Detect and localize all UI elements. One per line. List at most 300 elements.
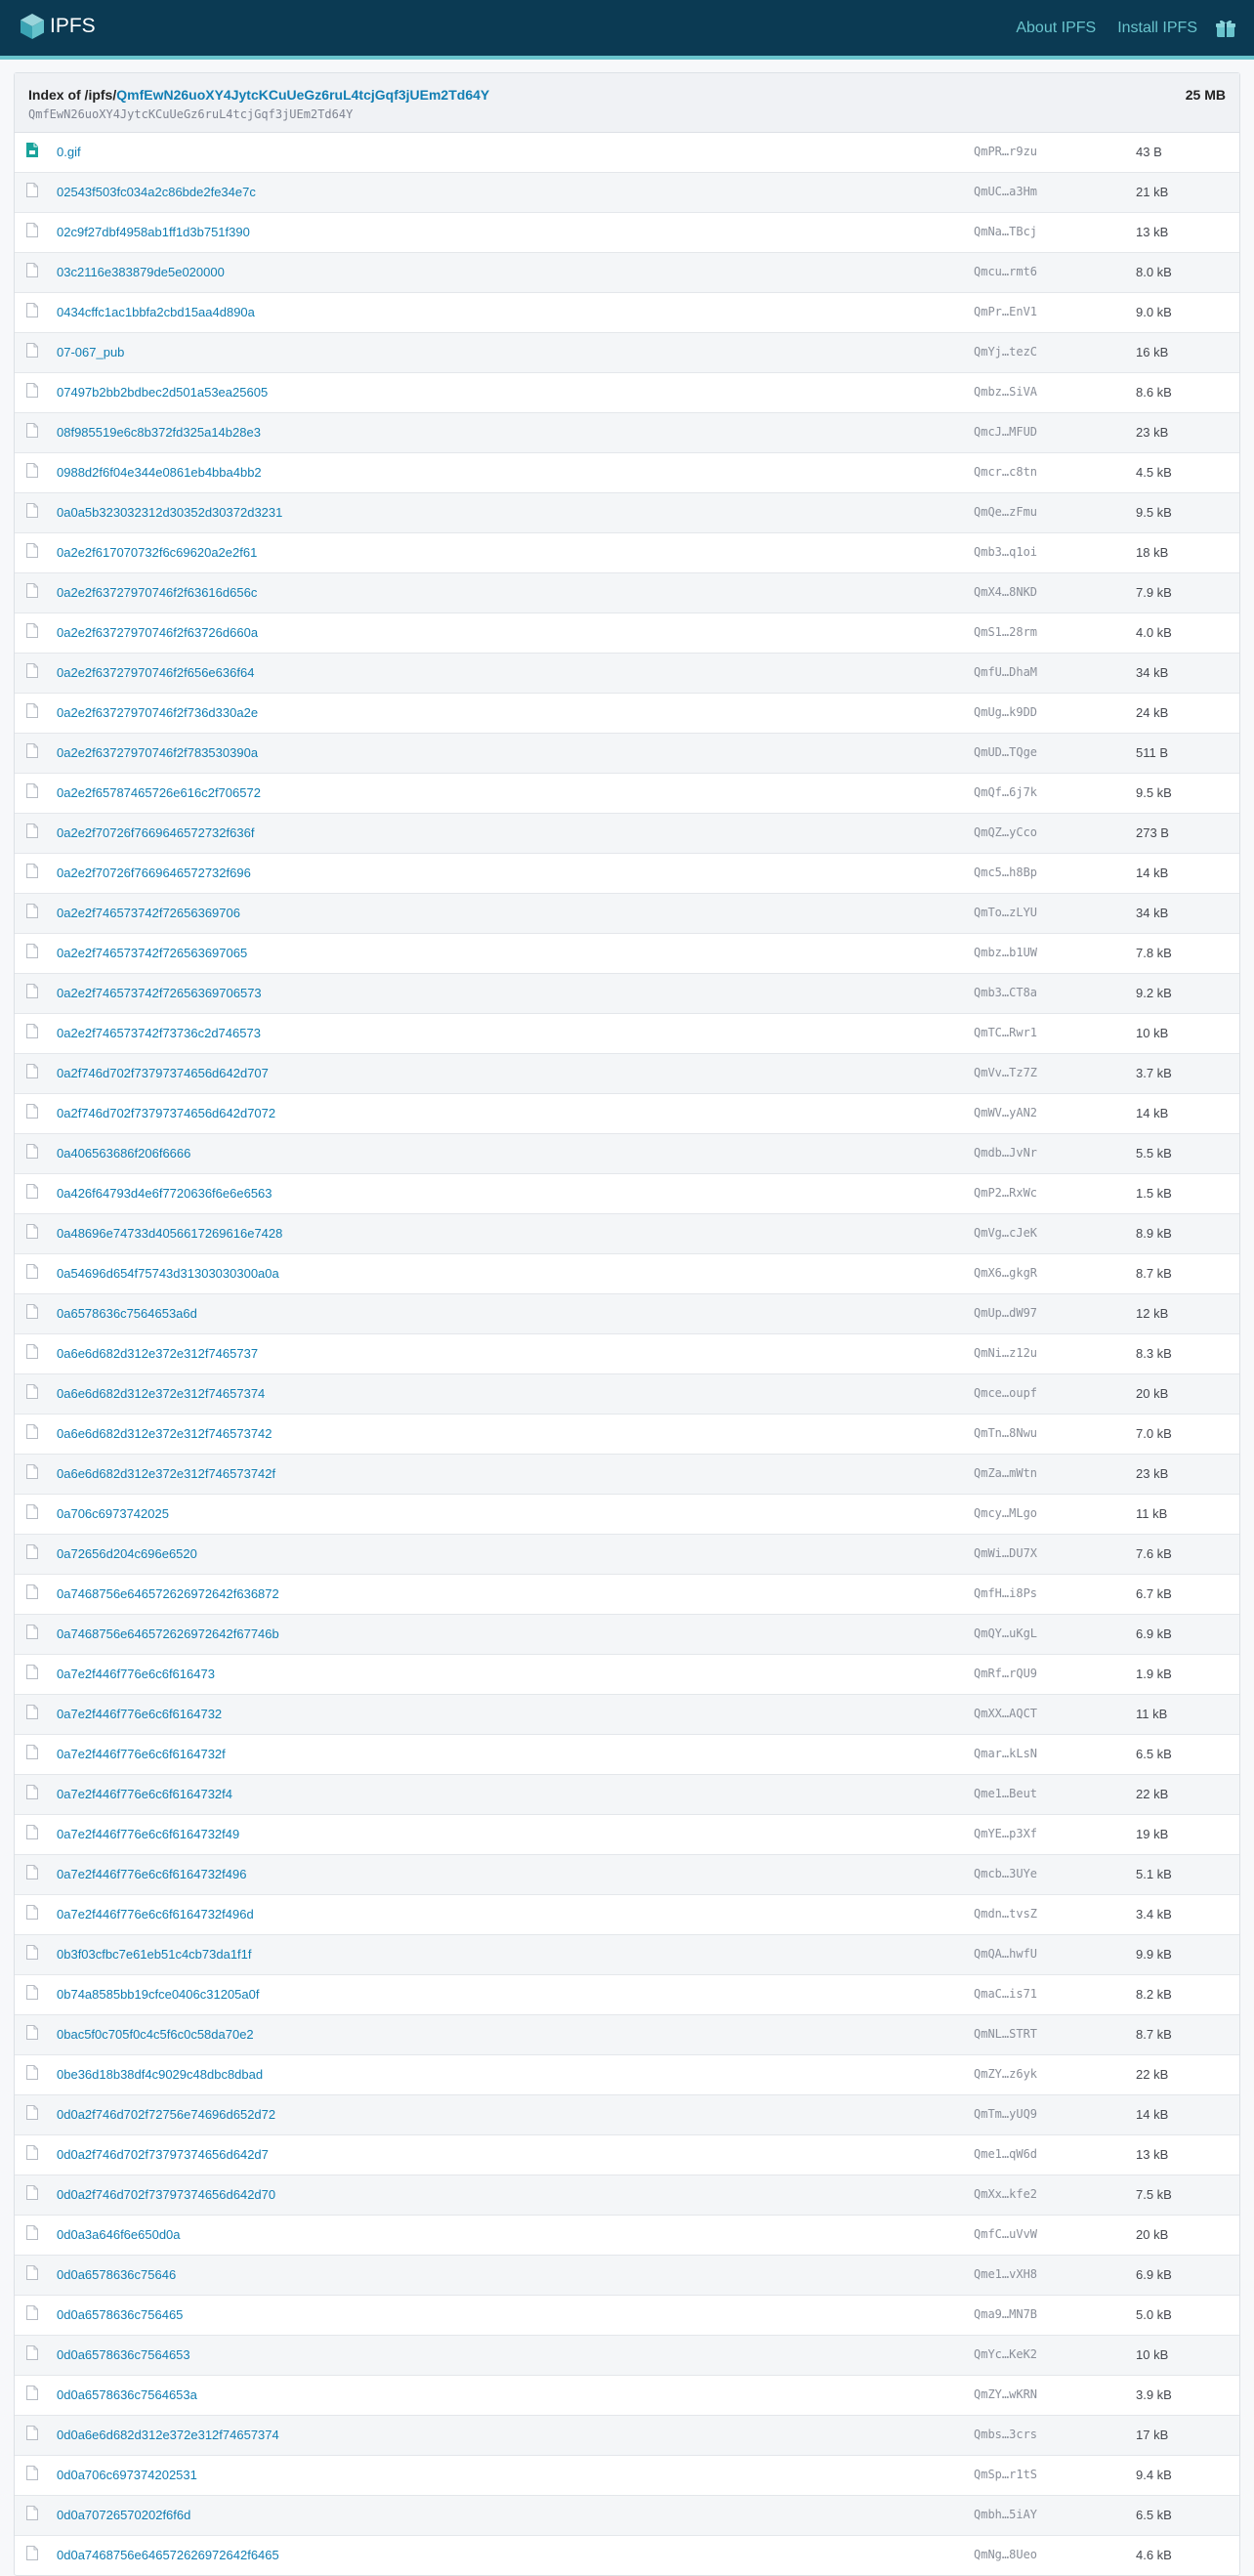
file-size: 3.7 kB <box>1136 1066 1172 1080</box>
file-row[interactable] <box>15 2255 1239 2295</box>
file-hash[interactable]: QmX4…8NKD <box>974 585 1038 599</box>
file-hash[interactable]: Qmce…oupf <box>974 1386 1038 1400</box>
file-size: 8.2 kB <box>1136 1987 1172 2002</box>
file-name-link[interactable]: 0a48696e74733d4056617269616e7428 <box>57 1226 283 1241</box>
file-name-link[interactable]: 0d0a706c697374202531 <box>57 2468 197 2482</box>
file-row[interactable] <box>15 1414 1239 1454</box>
file-icon <box>26 183 38 197</box>
file-row[interactable] <box>15 1574 1239 1614</box>
file-row[interactable] <box>15 292 1239 332</box>
file-size: 8.6 kB <box>1136 385 1172 400</box>
file-name-link[interactable]: 0d0a6e6d682d312e372e312f74657374 <box>57 2428 279 2442</box>
file-hash[interactable]: QmUD…TQge <box>974 745 1038 759</box>
file-row[interactable] <box>15 933 1239 973</box>
file-hash[interactable]: QmTn…8Nwu <box>974 1426 1038 1440</box>
file-row[interactable] <box>15 2375 1239 2415</box>
file-row[interactable] <box>15 172 1239 212</box>
file-icon <box>26 263 38 277</box>
file-size: 5.1 kB <box>1136 1867 1172 1881</box>
file-name-link[interactable]: 0a7e2f446f776e6c6f6164732f4 <box>57 1787 233 1801</box>
file-name-link[interactable]: 0b3f03cfbc7e61eb51c4cb73da1f1f <box>57 1947 252 1962</box>
file-name-link[interactable]: 0a6578636c7564653a6d <box>57 1306 197 1321</box>
file-hash[interactable]: Qmc5…h8Bp <box>974 866 1038 879</box>
ipfs-cube-icon <box>20 13 45 40</box>
file-hash[interactable]: QmQe…zFmu <box>974 505 1038 519</box>
file-row[interactable] <box>15 2455 1239 2495</box>
file-row[interactable] <box>15 2495 1239 2535</box>
file-row[interactable] <box>15 1333 1239 1373</box>
file-icon <box>26 303 38 317</box>
file-size: 10 kB <box>1136 1026 1169 1040</box>
file-hash[interactable]: QmfC…uVvW <box>974 2227 1038 2241</box>
file-size: 8.3 kB <box>1136 1346 1172 1361</box>
file-size: 14 kB <box>1136 2107 1169 2122</box>
file-hash[interactable]: QmNL…STRT <box>974 2027 1038 2041</box>
file-row[interactable] <box>15 492 1239 532</box>
file-row[interactable] <box>15 2415 1239 2455</box>
file-hash[interactable]: QmNa…TBcj <box>974 225 1038 238</box>
file-row[interactable] <box>15 412 1239 452</box>
file-hash[interactable]: QmSp…r1tS <box>974 2468 1038 2481</box>
file-hash[interactable]: QmWi…DU7X <box>974 1546 1038 1560</box>
file-icon <box>26 463 38 478</box>
file-size: 9.0 kB <box>1136 305 1172 319</box>
file-name-link[interactable]: 0a2f746d702f73797374656d642d7072 <box>57 1106 276 1120</box>
file-icon <box>26 743 38 758</box>
file-icon <box>26 1665 38 1679</box>
file-row[interactable] <box>15 853 1239 893</box>
file-name-link[interactable]: 0d0a6578636c7564653 <box>57 2347 190 2362</box>
file-name-link[interactable]: 0d0a3a646f6e650d0a <box>57 2227 181 2242</box>
file-icon <box>26 2305 38 2320</box>
file-icon <box>26 944 38 958</box>
file-icon <box>26 343 38 358</box>
file-hash[interactable]: QmZa…mWtn <box>974 1466 1038 1480</box>
file-row[interactable] <box>15 1454 1239 1494</box>
file-name-link[interactable]: 0.gif <box>57 145 81 159</box>
file-row[interactable] <box>15 813 1239 853</box>
file-name-link[interactable]: 0d0a2f746d702f72756e74696d652d72 <box>57 2107 276 2122</box>
file-name-link[interactable]: 0d0a6578636c75646 <box>57 2267 177 2282</box>
file-name-link[interactable]: 0a0a5b323032312d30352d30372d3231 <box>57 505 283 520</box>
file-hash[interactable]: QmPr…EnV1 <box>974 305 1038 318</box>
file-icon <box>26 1785 38 1799</box>
file-size: 43 B <box>1136 145 1162 159</box>
file-row[interactable] <box>15 973 1239 1013</box>
file-name-link[interactable]: 0a2e2f63727970746f2f63726d660a <box>57 625 259 640</box>
file-size: 1.9 kB <box>1136 1667 1172 1681</box>
file-icon <box>26 904 38 918</box>
file-name-link[interactable]: 0434cffc1ac1bbfa2cbd15aa4d890a <box>57 305 255 319</box>
file-row[interactable] <box>15 2215 1239 2255</box>
file-hash[interactable]: QmNg…8Ueo <box>974 2548 1038 2561</box>
file-hash[interactable]: QmTm…yUQ9 <box>974 2107 1038 2121</box>
file-hash[interactable]: QmZY…wKRN <box>974 2387 1038 2401</box>
file-hash[interactable]: Qmdn…tvsZ <box>974 1907 1038 1921</box>
file-name-link[interactable]: 0b74a8585bb19cfce0406c31205a0f <box>57 1987 260 2002</box>
file-hash[interactable]: QmX6…gkgR <box>974 1266 1038 1280</box>
file-row[interactable] <box>15 252 1239 292</box>
file-name-link[interactable]: 0d0a7468756e646572626972642f6465 <box>57 2548 279 2562</box>
file-size: 4.6 kB <box>1136 2548 1172 2562</box>
file-hash[interactable]: QmUC…a3Hm <box>974 185 1038 198</box>
file-size: 4.5 kB <box>1136 465 1172 480</box>
file-row[interactable] <box>15 1814 1239 1854</box>
file-size: 7.0 kB <box>1136 1426 1172 1441</box>
listing-header <box>15 73 1239 133</box>
file-name-link[interactable]: 0a7e2f446f776e6c6f6164732 <box>57 1707 223 1721</box>
file-hash[interactable]: Qmbh…5iAY <box>974 2508 1038 2521</box>
file-hash[interactable]: QmXX…AQCT <box>974 1707 1038 1720</box>
file-hash[interactable]: QmPR…r9zu <box>974 145 1038 158</box>
file-list <box>15 133 1239 2575</box>
file-name-link[interactable]: 0a6e6d682d312e372e312f746573742 <box>57 1426 272 1441</box>
file-icon <box>26 1584 38 1599</box>
file-hash[interactable]: Qmcr…c8tn <box>974 465 1038 479</box>
file-hash[interactable]: QmUg…k9DD <box>974 705 1038 719</box>
file-name-link[interactable]: 0d0a6578636c756465 <box>57 2307 184 2322</box>
file-icon <box>26 2345 38 2360</box>
file-row[interactable] <box>15 1093 1239 1133</box>
file-icon <box>26 2185 38 2200</box>
file-size: 23 kB <box>1136 425 1169 440</box>
file-hash[interactable]: QmTo…zLYU <box>974 906 1038 919</box>
file-hash[interactable]: QmUp…dW97 <box>974 1306 1038 1320</box>
file-name-link[interactable]: 02543f503fc034a2c86bde2fe34e7c <box>57 185 256 199</box>
file-hash[interactable]: QmcJ…MFUD <box>974 425 1038 439</box>
file-row[interactable] <box>15 1013 1239 1053</box>
file-icon <box>26 1224 38 1239</box>
file-row[interactable] <box>15 2054 1239 2094</box>
file-size: 6.5 kB <box>1136 2508 1172 2522</box>
file-size: 34 kB <box>1136 906 1169 920</box>
file-size: 1.5 kB <box>1136 1186 1172 1201</box>
file-icon <box>26 2386 38 2400</box>
file-name-link[interactable]: 0be36d18b38df4c9029c48dbc8dbad <box>57 2067 264 2082</box>
top-nav-bar <box>0 0 1254 60</box>
file-row[interactable] <box>15 1774 1239 1814</box>
file-name-link[interactable]: 0d0a70726570202f6f6d <box>57 2508 191 2522</box>
file-hash[interactable]: Qme1…vXH8 <box>974 2267 1038 2281</box>
file-row[interactable] <box>15 2014 1239 2054</box>
file-row[interactable] <box>15 1654 1239 1694</box>
file-size: 9.5 kB <box>1136 505 1172 520</box>
file-icon <box>26 663 38 678</box>
file-name-link[interactable]: 0a2e2f70726f7669646572732f696 <box>57 866 251 880</box>
file-icon <box>26 1825 38 1839</box>
file-name-link[interactable]: 0a2e2f746573742f72656369706573 <box>57 986 262 1000</box>
file-icon <box>26 2025 38 2040</box>
file-name-link[interactable]: 0a406563686f206f6666 <box>57 1146 191 1161</box>
file-size: 20 kB <box>1136 2227 1169 2242</box>
file-name-link[interactable]: 08f985519e6c8b372fd325a14b28e3 <box>57 425 261 440</box>
file-name-link[interactable]: 0a7e2f446f776e6c6f6164732f496 <box>57 1867 247 1881</box>
file-hash[interactable]: QmXx…kfe2 <box>974 2187 1038 2201</box>
file-row[interactable] <box>15 2094 1239 2134</box>
file-size: 7.9 kB <box>1136 585 1172 600</box>
file-name-link[interactable]: 0a7468756e646572626972642f636872 <box>57 1586 279 1601</box>
file-icon <box>26 423 38 438</box>
file-name-link[interactable]: 0d0a6578636c7564653a <box>57 2387 197 2402</box>
file-row[interactable] <box>15 893 1239 933</box>
file-size: 20 kB <box>1136 1386 1169 1401</box>
file-row[interactable] <box>15 733 1239 773</box>
file-icon <box>26 583 38 598</box>
file-name-link[interactable]: 02c9f27dbf4958ab1ff1d3b751f390 <box>57 225 250 239</box>
file-name-link[interactable]: 0a6e6d682d312e372e312f74657374 <box>57 1386 266 1401</box>
file-size: 19 kB <box>1136 1827 1169 1841</box>
file-hash[interactable]: Qmcy…MLgo <box>974 1506 1038 1520</box>
file-row[interactable] <box>15 2295 1239 2335</box>
file-row[interactable] <box>15 452 1239 492</box>
file-name-link[interactable]: 0988d2f6f04e344e0861eb4bba4bb2 <box>57 465 262 480</box>
file-size: 9.9 kB <box>1136 1947 1172 1962</box>
file-size: 18 kB <box>1136 545 1169 560</box>
file-hash[interactable]: QmVv…Tz7Z <box>974 1066 1038 1079</box>
file-row[interactable] <box>15 2175 1239 2215</box>
file-hash[interactable]: QmZY…z6yk <box>974 2067 1038 2081</box>
file-row[interactable] <box>15 1373 1239 1414</box>
file-row[interactable] <box>15 1213 1239 1253</box>
file-name-link[interactable]: 0a7e2f446f776e6c6f6164732f <box>57 1747 226 1761</box>
file-icon <box>26 2426 38 2440</box>
file-hash[interactable]: QmNi…z12u <box>974 1346 1038 1360</box>
file-row[interactable] <box>15 653 1239 693</box>
file-name-link[interactable]: 03c2116e383879de5e020000 <box>57 265 225 279</box>
file-icon <box>26 1905 38 1920</box>
file-hash[interactable]: Qme1…qW6d <box>974 2147 1038 2161</box>
file-name-link[interactable]: 0a2e2f63727970746f2f656e636f64 <box>57 665 255 680</box>
file-name-link[interactable]: 0a426f64793d4e6f7720636f6e6e6563 <box>57 1186 272 1201</box>
file-size: 23 kB <box>1136 1466 1169 1481</box>
file-size: 13 kB <box>1136 225 1169 239</box>
file-row[interactable] <box>15 2535 1239 2575</box>
file-row[interactable] <box>15 1253 1239 1293</box>
file-size: 3.9 kB <box>1136 2387 1172 2402</box>
file-size: 8.9 kB <box>1136 1226 1172 1241</box>
file-size: 6.9 kB <box>1136 1626 1172 1641</box>
file-size: 273 B <box>1136 825 1169 840</box>
file-row[interactable] <box>15 1053 1239 1093</box>
file-size: 10 kB <box>1136 2347 1169 2362</box>
cid-subtitle: QmfEwN26uoXY4JytcKCuUeGz6ruL4tcjGqf3jUEm2Td64Y <box>28 107 354 121</box>
file-size: 17 kB <box>1136 2428 1169 2442</box>
file-icon <box>26 783 38 798</box>
directory-listing <box>14 72 1240 2576</box>
file-row[interactable] <box>15 1614 1239 1654</box>
top-nav-links <box>1016 19 1236 38</box>
file-hash[interactable]: QmWV…yAN2 <box>974 1106 1038 1119</box>
file-size: 11 kB <box>1136 1707 1168 1721</box>
file-hash[interactable]: QmaC…is71 <box>974 1987 1038 2001</box>
file-hash[interactable]: QmQA…hwfU <box>974 1947 1038 1961</box>
file-icon <box>26 1544 38 1559</box>
file-icon <box>26 1184 38 1199</box>
file-size: 34 kB <box>1136 665 1169 680</box>
file-name-link[interactable]: 0a2e2f746573742f72656369706 <box>57 906 240 920</box>
file-size: 6.9 kB <box>1136 2267 1172 2282</box>
file-icon <box>26 703 38 718</box>
file-row[interactable] <box>15 1694 1239 1734</box>
file-row[interactable] <box>15 532 1239 572</box>
file-row[interactable] <box>15 332 1239 372</box>
file-row[interactable] <box>15 1894 1239 1934</box>
file-row[interactable] <box>15 1173 1239 1213</box>
file-row[interactable] <box>15 693 1239 733</box>
file-icon <box>26 2225 38 2240</box>
file-name-link[interactable]: 0a72656d204c696e6520 <box>57 1546 197 1561</box>
file-icon <box>26 503 38 518</box>
file-hash[interactable]: QmYc…KeK2 <box>974 2347 1038 2361</box>
file-name-link[interactable]: 07-067_pub <box>57 345 125 359</box>
file-hash[interactable]: Qmbs…3crs <box>974 2428 1038 2441</box>
file-name-link[interactable]: 0a2e2f63727970746f2f736d330a2e <box>57 705 259 720</box>
file-icon <box>26 1384 38 1399</box>
file-row[interactable] <box>15 212 1239 252</box>
file-name-link[interactable]: 0a706c6973742025 <box>57 1506 169 1521</box>
file-icon <box>26 1144 38 1159</box>
file-hash[interactable]: Qmcb…3UYe <box>974 1867 1038 1880</box>
file-name-link[interactable]: 0a6e6d682d312e372e312f7465737 <box>57 1346 259 1361</box>
file-name-link[interactable]: 0a2e2f746573742f73736c2d746573 <box>57 1026 261 1040</box>
file-size: 12 kB <box>1136 1306 1169 1321</box>
file-icon <box>26 383 38 398</box>
file-icon <box>26 623 38 638</box>
file-name-link[interactable]: 0a2e2f617070732f6c69620a2e2f61 <box>57 545 258 560</box>
file-hash[interactable]: Qmar…kLsN <box>974 1747 1038 1760</box>
file-row[interactable] <box>15 1494 1239 1534</box>
file-icon <box>26 864 38 878</box>
file-icon <box>26 1865 38 1879</box>
file-size: 16 kB <box>1136 345 1169 359</box>
file-row[interactable] <box>15 1854 1239 1894</box>
file-name-link[interactable]: 0a2f746d702f73797374656d642d707 <box>57 1066 269 1080</box>
file-icon <box>26 1344 38 1359</box>
file-hash[interactable]: Qmb3…q1oi <box>974 545 1038 559</box>
file-name-link[interactable]: 0a6e6d682d312e372e312f746573742f <box>57 1466 276 1481</box>
nav-link-about-ipfs[interactable]: About IPFS <box>1016 20 1097 36</box>
file-size: 5.5 kB <box>1136 1146 1172 1161</box>
file-name-link[interactable]: 0a54696d654f75743d31303030300a0a <box>57 1266 279 1281</box>
file-size: 8.7 kB <box>1136 2027 1172 2042</box>
file-name-link[interactable]: 07497b2bb2bdbec2d501a53ea25605 <box>57 385 269 400</box>
file-size: 5.0 kB <box>1136 2307 1172 2322</box>
file-row[interactable] <box>15 372 1239 412</box>
file-hash[interactable]: Qmdb…JvNr <box>974 1146 1038 1160</box>
file-hash[interactable]: Qmcu…rmt6 <box>974 265 1038 278</box>
file-name-link[interactable]: 0a2e2f63727970746f2f63616d656c <box>57 585 258 600</box>
file-hash[interactable]: QmQZ…yCco <box>974 825 1038 839</box>
file-hash[interactable]: Qmbz…SiVA <box>974 385 1038 399</box>
file-size: 7.5 kB <box>1136 2187 1172 2202</box>
logo-text: IPFS <box>50 15 96 37</box>
file-size: 9.5 kB <box>1136 785 1172 800</box>
file-icon <box>26 1064 38 1078</box>
total-size: 25 MB <box>1185 87 1226 103</box>
index-path-prefix: Index of /ipfs/ <box>28 87 117 103</box>
file-icon <box>26 984 38 998</box>
ipfs-logo-link[interactable] <box>20 13 96 40</box>
file-row[interactable] <box>15 1534 1239 1574</box>
file-icon <box>26 223 38 237</box>
file-name-link[interactable]: 0d0a2f746d702f73797374656d642d70 <box>57 2187 276 2202</box>
file-hash[interactable]: QmS1…28rm <box>974 625 1038 639</box>
file-hash[interactable]: Qmb3…CT8a <box>974 986 1038 999</box>
file-hash[interactable]: QmP2…RxWc <box>974 1186 1038 1200</box>
file-row[interactable] <box>15 1934 1239 1974</box>
file-row[interactable] <box>15 1133 1239 1173</box>
file-name-link[interactable]: 0a2e2f70726f7669646572732f636f <box>57 825 255 840</box>
file-size: 22 kB <box>1136 1787 1169 1801</box>
file-icon <box>26 2145 38 2160</box>
file-name-link[interactable]: 0a2e2f746573742f726563697065 <box>57 946 248 960</box>
file-icon <box>26 1024 38 1038</box>
file-size: 14 kB <box>1136 866 1169 880</box>
file-icon <box>26 1945 38 1960</box>
gift-icon[interactable] <box>1215 19 1236 38</box>
file-hash[interactable]: Qmbz…b1UW <box>974 946 1038 959</box>
file-hash[interactable]: QmYE…p3Xf <box>974 1827 1038 1840</box>
file-icon <box>26 2105 38 2120</box>
file-hash[interactable]: QmRf…rQU9 <box>974 1667 1038 1680</box>
file-size: 511 B <box>1136 745 1169 760</box>
file-row[interactable] <box>15 133 1239 172</box>
file-icon <box>26 1705 38 1719</box>
file-row[interactable] <box>15 773 1239 813</box>
file-name-link[interactable]: 0a7468756e646572626972642f67746b <box>57 1626 279 1641</box>
file-hash[interactable]: Qma9…MN7B <box>974 2307 1038 2321</box>
file-icon <box>26 1424 38 1439</box>
file-size: 22 kB <box>1136 2067 1169 2082</box>
file-row[interactable] <box>15 2335 1239 2375</box>
file-row[interactable] <box>15 2134 1239 2175</box>
file-hash[interactable]: QmfH…i8Ps <box>974 1586 1038 1600</box>
file-row[interactable] <box>15 612 1239 653</box>
file-row[interactable] <box>15 1974 1239 2014</box>
file-hash[interactable]: QmTC…Rwr1 <box>974 1026 1038 1039</box>
file-icon <box>26 2466 38 2480</box>
file-hash[interactable]: Qme1…Beut <box>974 1787 1038 1800</box>
file-size: 4.0 kB <box>1136 625 1172 640</box>
file-icon <box>26 1504 38 1519</box>
file-size: 6.7 kB <box>1136 1586 1172 1601</box>
file-name-link[interactable]: 0a7e2f446f776e6c6f6164732f496d <box>57 1907 254 1921</box>
file-icon <box>26 1264 38 1279</box>
file-hash[interactable]: QmYj…tezC <box>974 345 1038 359</box>
file-hash[interactable]: QmQf…6j7k <box>974 785 1038 799</box>
file-row[interactable] <box>15 1734 1239 1774</box>
index-cid-link[interactable]: QmfEwN26uoXY4JytcKCuUeGz6ruL4tcjGqf3jUEm2Td64Y <box>116 87 490 103</box>
nav-link-install-ipfs[interactable]: Install IPFS <box>1117 20 1197 36</box>
file-name-link[interactable]: 0a7e2f446f776e6c6f616473 <box>57 1667 215 1681</box>
file-hash[interactable]: QmfU…DhaM <box>974 665 1038 679</box>
file-name-link[interactable]: 0a2e2f65787465726e616c2f706572 <box>57 785 261 800</box>
file-name-link[interactable]: 0bac5f0c705f0c4c5f6c0c58da70e2 <box>57 2027 254 2042</box>
file-icon <box>26 1304 38 1319</box>
file-name-link[interactable]: 0a7e2f446f776e6c6f6164732f49 <box>57 1827 240 1841</box>
file-size: 11 kB <box>1136 1506 1168 1521</box>
file-hash[interactable]: QmQY…uKgL <box>974 1626 1038 1640</box>
file-size: 21 kB <box>1136 185 1169 199</box>
file-name-link[interactable]: 0a2e2f63727970746f2f783530390a <box>57 745 259 760</box>
file-size: 3.4 kB <box>1136 1907 1172 1921</box>
file-hash[interactable]: QmVg…cJeK <box>974 1226 1038 1240</box>
file-size: 14 kB <box>1136 1106 1169 1120</box>
file-row[interactable] <box>15 1293 1239 1333</box>
file-row[interactable] <box>15 572 1239 612</box>
file-name-link[interactable]: 0d0a2f746d702f73797374656d642d7 <box>57 2147 269 2162</box>
file-icon <box>26 823 38 838</box>
